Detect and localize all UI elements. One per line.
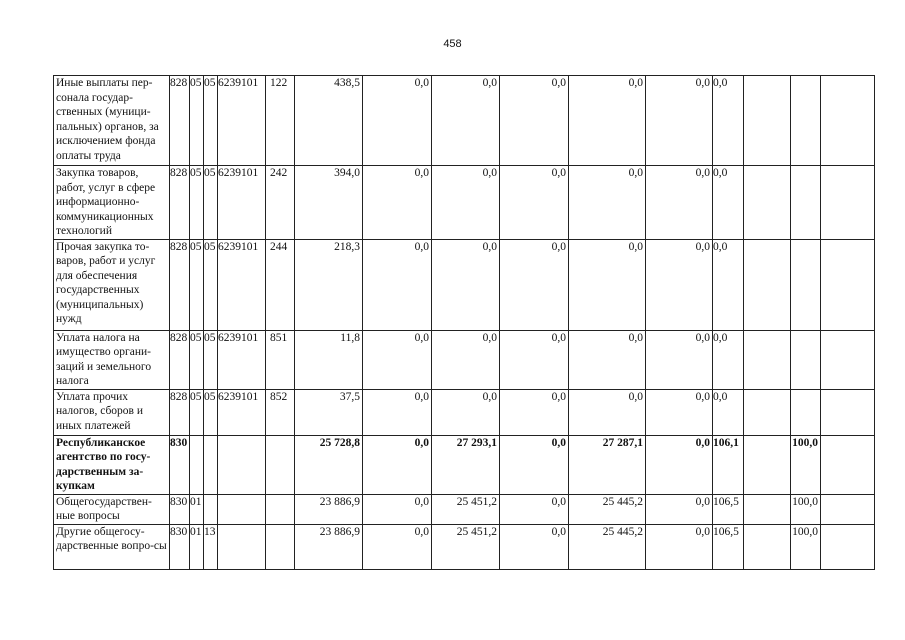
row-name: Иные выплаты пер-сонала государ-ственных (муници-пальных) органов, за исключением фонда оплаты труда bbox=[54, 76, 170, 166]
cell-c1: 830 bbox=[170, 524, 190, 569]
cell-c4: 6239101 bbox=[218, 389, 266, 435]
cell-c1: 828 bbox=[170, 330, 190, 389]
cell-v6: 0,0 bbox=[646, 524, 713, 569]
cell-c2 bbox=[190, 435, 204, 494]
cell-v1: 23 886,9 bbox=[295, 494, 363, 524]
row-name: Республиканское агентство по госу-дарственным за-купкам bbox=[54, 435, 170, 494]
cell-v2: 0,0 bbox=[363, 166, 432, 240]
cell-v10 bbox=[821, 524, 875, 569]
cell-v2: 0,0 bbox=[363, 524, 432, 569]
cell-v9: 100,0 bbox=[791, 524, 821, 569]
cell-v4: 0,0 bbox=[500, 494, 569, 524]
cell-c2: 01 bbox=[190, 524, 204, 569]
cell-v1: 37,5 bbox=[295, 389, 363, 435]
cell-v5: 0,0 bbox=[569, 239, 646, 330]
cell-v1: 394,0 bbox=[295, 166, 363, 240]
cell-v3: 0,0 bbox=[432, 76, 500, 166]
table-row bbox=[54, 239, 875, 330]
cell-c4: 6239101 bbox=[218, 166, 266, 240]
cell-v3: 0,0 bbox=[432, 166, 500, 240]
cell-v2: 0,0 bbox=[363, 494, 432, 524]
cell-v5: 0,0 bbox=[569, 76, 646, 166]
cell-v5: 0,0 bbox=[569, 330, 646, 389]
table-row bbox=[54, 330, 875, 389]
cell-v7: 0,0 bbox=[713, 389, 744, 435]
cell-c2: 05 bbox=[190, 389, 204, 435]
cell-c5: 851 bbox=[266, 330, 295, 389]
cell-v6: 0,0 bbox=[646, 330, 713, 389]
cell-v2: 0,0 bbox=[363, 435, 432, 494]
cell-v6: 0,0 bbox=[646, 389, 713, 435]
cell-c5: 244 bbox=[266, 239, 295, 330]
budget-table bbox=[53, 75, 875, 570]
row-name: Уплата прочих налогов, сборов и иных платежей bbox=[54, 389, 170, 435]
cell-c4 bbox=[218, 524, 266, 569]
cell-c5: 852 bbox=[266, 389, 295, 435]
cell-v9 bbox=[791, 239, 821, 330]
row-name: Другие общегосу-дарственные вопро-сы bbox=[54, 524, 170, 569]
cell-v9 bbox=[791, 166, 821, 240]
cell-c3: 05 bbox=[204, 389, 218, 435]
cell-c4 bbox=[218, 435, 266, 494]
table-row bbox=[54, 494, 875, 524]
cell-v5: 27 287,1 bbox=[569, 435, 646, 494]
table-row bbox=[54, 76, 875, 166]
cell-c4: 6239101 bbox=[218, 239, 266, 330]
cell-v4: 0,0 bbox=[500, 76, 569, 166]
cell-v7: 106,5 bbox=[713, 494, 744, 524]
cell-v3: 25 451,2 bbox=[432, 524, 500, 569]
cell-v8 bbox=[744, 435, 791, 494]
cell-c2: 05 bbox=[190, 330, 204, 389]
cell-v9: 100,0 bbox=[791, 435, 821, 494]
cell-v6: 0,0 bbox=[646, 76, 713, 166]
cell-c3: 13 bbox=[204, 524, 218, 569]
cell-v2: 0,0 bbox=[363, 330, 432, 389]
cell-v6: 0,0 bbox=[646, 494, 713, 524]
cell-v10 bbox=[821, 330, 875, 389]
cell-v1: 438,5 bbox=[295, 76, 363, 166]
page-number: 458 bbox=[443, 38, 462, 50]
cell-v9: 100,0 bbox=[791, 494, 821, 524]
cell-c5: 122 bbox=[266, 76, 295, 166]
cell-v3: 25 451,2 bbox=[432, 494, 500, 524]
cell-v8 bbox=[744, 524, 791, 569]
cell-v7: 0,0 bbox=[713, 76, 744, 166]
cell-v5: 25 445,2 bbox=[569, 494, 646, 524]
cell-v10 bbox=[821, 389, 875, 435]
cell-v1: 25 728,8 bbox=[295, 435, 363, 494]
cell-c5 bbox=[266, 524, 295, 569]
cell-v3: 0,0 bbox=[432, 389, 500, 435]
cell-v10 bbox=[821, 166, 875, 240]
cell-v4: 0,0 bbox=[500, 524, 569, 569]
cell-v9 bbox=[791, 76, 821, 166]
row-name: Уплата налога на имущество органи-заций и земельного налога bbox=[54, 330, 170, 389]
cell-v3: 0,0 bbox=[432, 330, 500, 389]
cell-v4: 0,0 bbox=[500, 330, 569, 389]
cell-c5: 242 bbox=[266, 166, 295, 240]
cell-v3: 27 293,1 bbox=[432, 435, 500, 494]
cell-v2: 0,0 bbox=[363, 389, 432, 435]
cell-c1: 830 bbox=[170, 494, 190, 524]
cell-v1: 218,3 bbox=[295, 239, 363, 330]
cell-v1: 23 886,9 bbox=[295, 524, 363, 569]
cell-v10 bbox=[821, 239, 875, 330]
cell-v1: 11,8 bbox=[295, 330, 363, 389]
cell-v2: 0,0 bbox=[363, 76, 432, 166]
cell-v7: 106,1 bbox=[713, 435, 744, 494]
cell-v4: 0,0 bbox=[500, 435, 569, 494]
cell-c3 bbox=[204, 494, 218, 524]
cell-c5 bbox=[266, 494, 295, 524]
cell-c4 bbox=[218, 494, 266, 524]
cell-c2: 05 bbox=[190, 76, 204, 166]
table-row bbox=[54, 166, 875, 240]
row-name: Прочая закупка то-варов, работ и услуг для обеспечения государственных (муниципальных) нужд bbox=[54, 239, 170, 330]
cell-c4: 6239101 bbox=[218, 330, 266, 389]
cell-v7: 0,0 bbox=[713, 330, 744, 389]
cell-c3 bbox=[204, 435, 218, 494]
cell-v6: 0,0 bbox=[646, 166, 713, 240]
cell-v8 bbox=[744, 389, 791, 435]
row-name: Закупка товаров, работ, услуг в сфере информационно-коммуникационных технологий bbox=[54, 166, 170, 240]
cell-v9 bbox=[791, 330, 821, 389]
cell-v5: 0,0 bbox=[569, 389, 646, 435]
cell-c1: 828 bbox=[170, 76, 190, 166]
cell-c1: 828 bbox=[170, 389, 190, 435]
cell-c3: 05 bbox=[204, 330, 218, 389]
cell-v7: 106,5 bbox=[713, 524, 744, 569]
cell-c3: 05 bbox=[204, 76, 218, 166]
cell-c4: 6239101 bbox=[218, 76, 266, 166]
cell-c3: 05 bbox=[204, 166, 218, 240]
cell-v4: 0,0 bbox=[500, 166, 569, 240]
cell-v10 bbox=[821, 435, 875, 494]
cell-v9 bbox=[791, 389, 821, 435]
cell-c2: 05 bbox=[190, 239, 204, 330]
cell-v10 bbox=[821, 494, 875, 524]
cell-v10 bbox=[821, 76, 875, 166]
cell-v5: 25 445,2 bbox=[569, 524, 646, 569]
cell-v8 bbox=[744, 330, 791, 389]
cell-v7: 0,0 bbox=[713, 239, 744, 330]
cell-c2: 05 bbox=[190, 166, 204, 240]
cell-v8 bbox=[744, 166, 791, 240]
cell-v7: 0,0 bbox=[713, 166, 744, 240]
cell-v8 bbox=[744, 494, 791, 524]
cell-c1: 828 bbox=[170, 239, 190, 330]
cell-c3: 05 bbox=[204, 239, 218, 330]
cell-c5 bbox=[266, 435, 295, 494]
table-row bbox=[54, 524, 875, 569]
cell-c2: 01 bbox=[190, 494, 204, 524]
cell-c1: 830 bbox=[170, 435, 190, 494]
cell-v6: 0,0 bbox=[646, 435, 713, 494]
cell-v6: 0,0 bbox=[646, 239, 713, 330]
table-row bbox=[54, 389, 875, 435]
row-name: Общегосударствен-ные вопросы bbox=[54, 494, 170, 524]
cell-v8 bbox=[744, 239, 791, 330]
cell-v4: 0,0 bbox=[500, 239, 569, 330]
cell-v3: 0,0 bbox=[432, 239, 500, 330]
cell-c1: 828 bbox=[170, 166, 190, 240]
cell-v8 bbox=[744, 76, 791, 166]
cell-v4: 0,0 bbox=[500, 389, 569, 435]
cell-v2: 0,0 bbox=[363, 239, 432, 330]
table-row bbox=[54, 435, 875, 494]
cell-v5: 0,0 bbox=[569, 166, 646, 240]
